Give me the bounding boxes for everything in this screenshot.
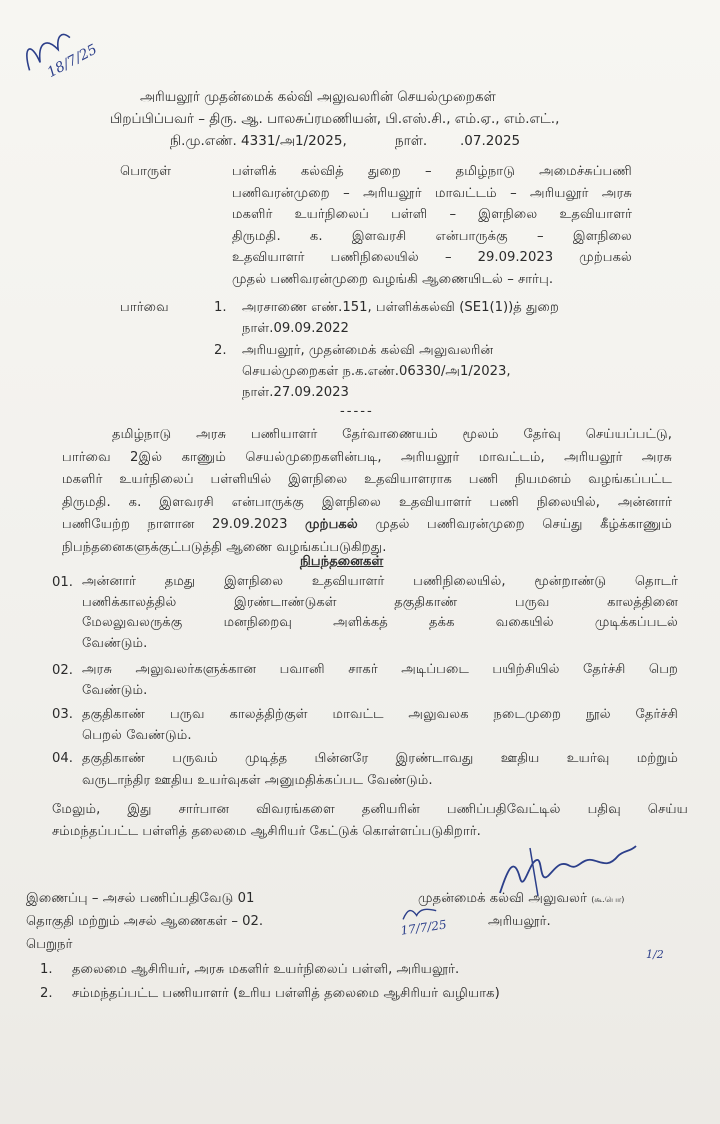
subject-line: மகளிர் உயர்நிலைப் பள்ளி – இளநிலை உதவியாளர்: [232, 207, 632, 222]
officer-place: அரியலூர்.: [488, 914, 551, 929]
header-date-value: .07.2025: [460, 133, 521, 149]
body-line: திருமதி. க. இளவரசி என்பாருக்கு இளநிலை உதவியாளர் பணி நிலையில், அன்னார்: [62, 494, 672, 510]
separator: -----: [340, 404, 374, 419]
officer-suffix: (கூ.பொ): [591, 895, 625, 904]
subject-line: பணிவரன்முறை – அரியலூர் மாவட்டம் – அரியலூர் அரசு: [232, 185, 632, 201]
recipient-number: 2.: [40, 986, 53, 1001]
condition-item: தகுதிகாண் பருவம் முடித்த பின்னரே இரண்டாவது ஊதிய உயர்வு மற்றும் வருடாந்திர ஊதிய உயர்வுகள் அனுமதிக்கப்பட வேண்டும்.: [82, 751, 678, 788]
subject-line: உதவியாளர் பணிநிலையில் – 29.09.2023 முற்பகல்: [232, 250, 632, 265]
page-mark: 1/2: [646, 948, 664, 961]
condition-number: 03.: [52, 707, 73, 722]
officer-title: முதன்மைக் கல்வி அலுவலர் (கூ.பொ): [418, 891, 625, 906]
reference-number: 1.: [214, 300, 227, 315]
recipients-label: பெறுநர்: [26, 937, 73, 952]
subject-line: பள்ளிக் கல்வித் துறை – தமிழ்நாடு அமைச்சுப்பணி: [232, 164, 632, 179]
header-issuer: பிறப்பிப்பவர் – திரு. ஆ. பாலசுப்ரமணியன், பி.எஸ்.சி., எம்.ஏ., எம்.எட்.,: [110, 111, 560, 127]
subject-line: முதல் பணிவரன்முறை வழங்கி ஆணையிடல் – சார்பு.: [232, 271, 554, 287]
reference-line: அரசாணை எண்.151, பள்ளிக்கல்வி (SE1(1))த் துறை: [242, 300, 559, 315]
condition-item: தகுதிகாண் பருவ காலத்திற்குள் மாவட்ட அலுவலக நடைமுறை நூல் தேர்ச்சி பெறல் வேண்டும்.: [82, 707, 678, 743]
subject-block: [232, 161, 632, 290]
subject-line: திருமதி. க. இளவரசி என்பாருக்கு – இளநிலை: [232, 228, 632, 244]
reference-line: அரியலூர், முதன்மைக் கல்வி அலுவலரின்: [242, 343, 494, 358]
body-line: நிபந்தனைகளுக்குட்படுத்தி ஆணை வழங்கப்படுகிறது.: [62, 539, 387, 555]
handwritten-date-initial: 17/7/25: [399, 917, 448, 938]
condition-number: 04.: [52, 751, 73, 766]
body-paragraph: [62, 424, 672, 560]
condition-number: 02.: [52, 663, 73, 678]
subject-label: பொருள்: [120, 164, 172, 179]
reference-number: 2.: [214, 343, 227, 358]
header-ref-no: நி.மு.எண். 4331/அ1/2025,: [170, 133, 347, 149]
reference-label: பார்வை: [120, 300, 169, 315]
enclosure-line: இணைப்பு – அசல் பணிப்பதிவேடு 01: [26, 891, 255, 906]
enclosure-line: தொகுதி மற்றும் அசல் ஆணைகள் – 02.: [26, 914, 264, 929]
recipient-number: 1.: [40, 962, 53, 977]
header-title: அரியலூர் முதன்மைக் கல்வி அலுவலரின் செயல்முறைகள்: [140, 89, 496, 105]
reference-line: செயல்முறைகள் ந.க.எண்.06330/அ1/2023,: [242, 364, 511, 379]
reference-line: நாள்.27.09.2023: [242, 385, 349, 400]
condition-number: 01.: [52, 575, 73, 590]
body-line: மகளிர் உயர்நிலைப் பள்ளியில் இளநிலை உதவியாளராக பணி நியமனம் வழங்கப்பட்ட: [62, 472, 672, 488]
bold-text: முற்பகல்: [305, 517, 358, 533]
body-line: பார்வை 2இல் காணும் செயல்முறைகளின்படி, அரியலூர் மாவட்டம், அரியலூர் அரசு: [62, 449, 672, 465]
condition-item: அன்னார் தமது இளநிலை உதவியாளர் பணிநிலையில், மூன்றாண்டு தொடர் பணிக்காலத்தில் இரண்டாண்டுகள் தகுதிகாண் பருவ காலத்தினை மேலலுவலருக்கு மனநிறைவு அளிக்கத் தக்க வகையில் முடிக்கப்படல் வேண்டும்.: [82, 574, 678, 651]
reference-line: நாள்.09.09.2022: [242, 321, 349, 336]
recipient-item: சம்மந்தப்பட்ட பணியாளர் (உரிய பள்ளித் தலைமை ஆசிரியர் வழியாக): [72, 986, 500, 1001]
body-line: தமிழ்நாடு அரசு பணியாளர் தேர்வாணையம் மூலம் தேர்வு செய்யப்பட்டு,: [112, 427, 672, 442]
recipient-item: தலைமை ஆசிரியர், அரசு மகளிர் உயர்நிலைப் பள்ளி, அரியலூர்.: [72, 962, 460, 977]
header-date-label: நாள்.: [395, 133, 428, 149]
handwritten-date-top: 18/7/25: [44, 41, 100, 81]
conditions-title: நிபந்தனைகள்: [300, 554, 384, 569]
closing-paragraph: மேலும், இது சார்பான விவரங்களை தனியரின் பணிப்பதிவேட்டில் பதிவு செய்ய சம்மந்தப்பட்ட பள்ளித் தலைமை ஆசிரியர் கேட்டுக் கொள்ளப்படுகிறார்.: [52, 802, 688, 839]
condition-item: அரசு அலுவலர்களுக்கான பவானி சாகர் அடிப்படை பயிற்சியில் தேர்ச்சி பெற வேண்டும்.: [82, 662, 678, 698]
body-line: பணியேற்ற நாளான 29.09.2023 முற்பகல் முதல் பணிவரன்முறை செய்து கீழ்க்காணும்: [62, 517, 672, 533]
